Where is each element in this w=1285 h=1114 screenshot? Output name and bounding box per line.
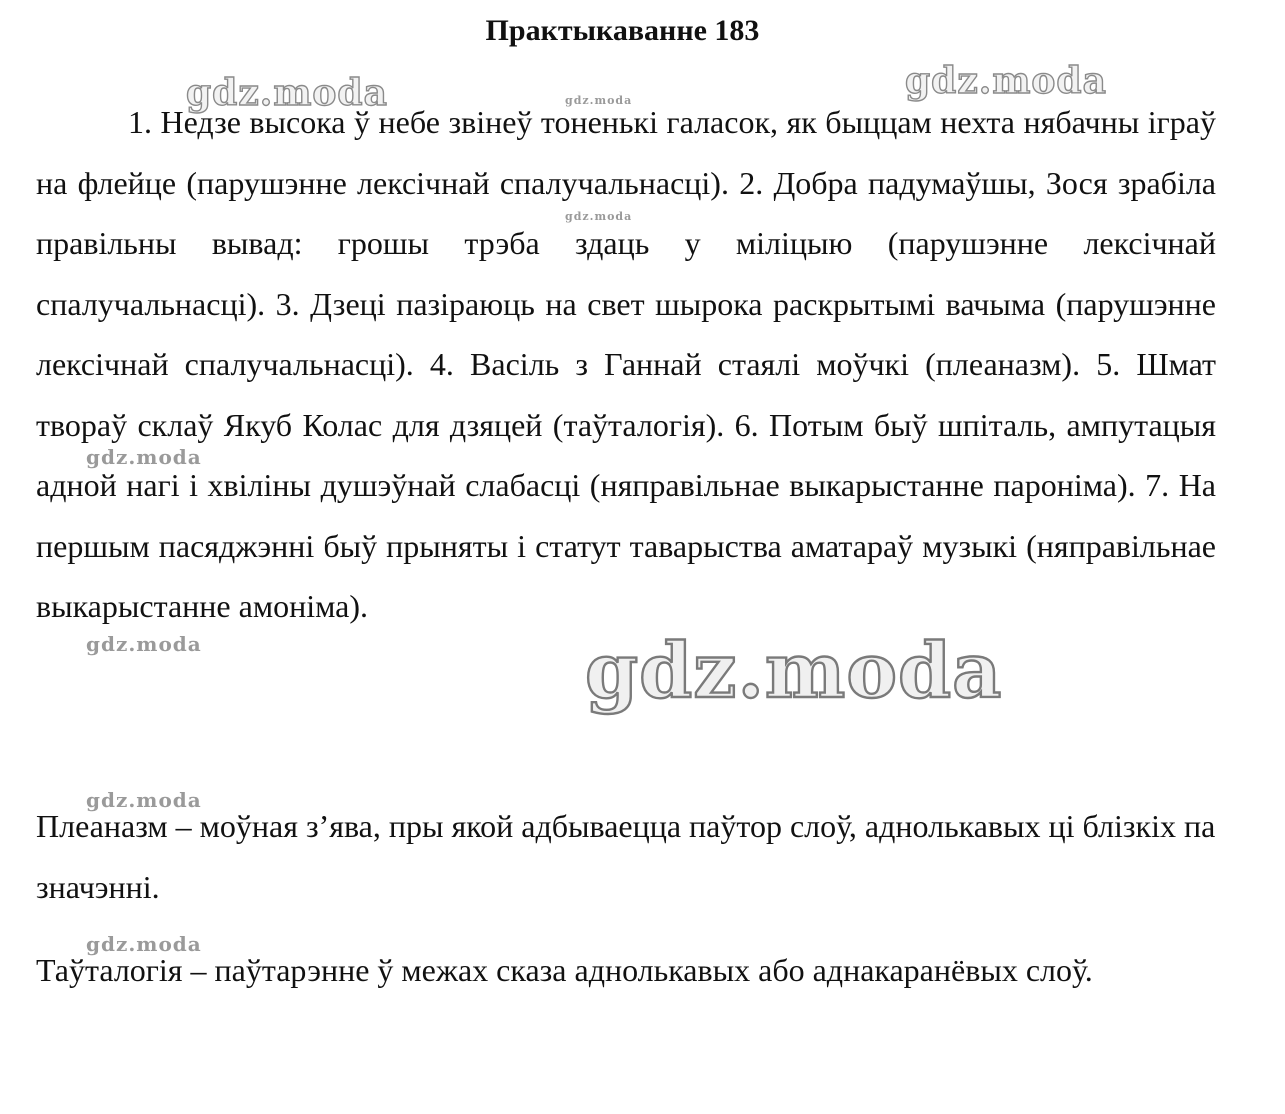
page-title: Практыкаванне 183	[485, 14, 760, 47]
watermark: gdz.moda	[86, 632, 202, 656]
watermark: gdz.moda	[585, 626, 1003, 715]
watermark: gdz.moda	[86, 932, 202, 956]
answer-paragraph: 1. Недзе высока ў небе звінеў тоненькі галасок, як быццам нехта нябачны іграў на флейце (парушэнне лексічнай спалучальнасці). 2. Добра падумаўшы, Зося зрабіла правільны вывад: грошы трэба здаць у міліцыю (парушэнне лексічнай спалучальнасці). 3. Дзеці пазіраюць на свет шырока раскрытымі вачыма (парушэнне лексічнай спалучальнасці). 4. Васіль з Ганнай стаялі моўчкі (плеаназм). 5. Шмат твораў склаў Якуб Колас для дзяцей (таўталогія). 6. Потым быў шпіталь, ампутацыя адной нагі і хвіліны душэўнай слабасці (няправільнае выкарыстанне пароніма). 7. На першым пасяджэнні быў прыняты і статут таварыства аматараў музыкі (няправільнае выкарыстанне амоніма).	[36, 104, 1216, 624]
watermark: gdz.moda	[86, 445, 202, 469]
watermark: gdz.moda	[565, 210, 633, 223]
watermark: gdz.moda	[905, 60, 1107, 102]
watermark: gdz.moda	[565, 94, 633, 107]
watermark: gdz.moda	[86, 788, 202, 812]
tautology-definition: Таўталогія – паўтарэнне ў межах сказа аднолькавых або аднакаранёвых слоў.	[36, 952, 1093, 988]
pleonasm-definition: Плеаназм – моўная з’ява, пры якой адбываецца паўтор слоў, аднолькавых ці блізкіх па значэнні.	[36, 808, 1216, 905]
watermark: gdz.moda	[186, 72, 388, 114]
